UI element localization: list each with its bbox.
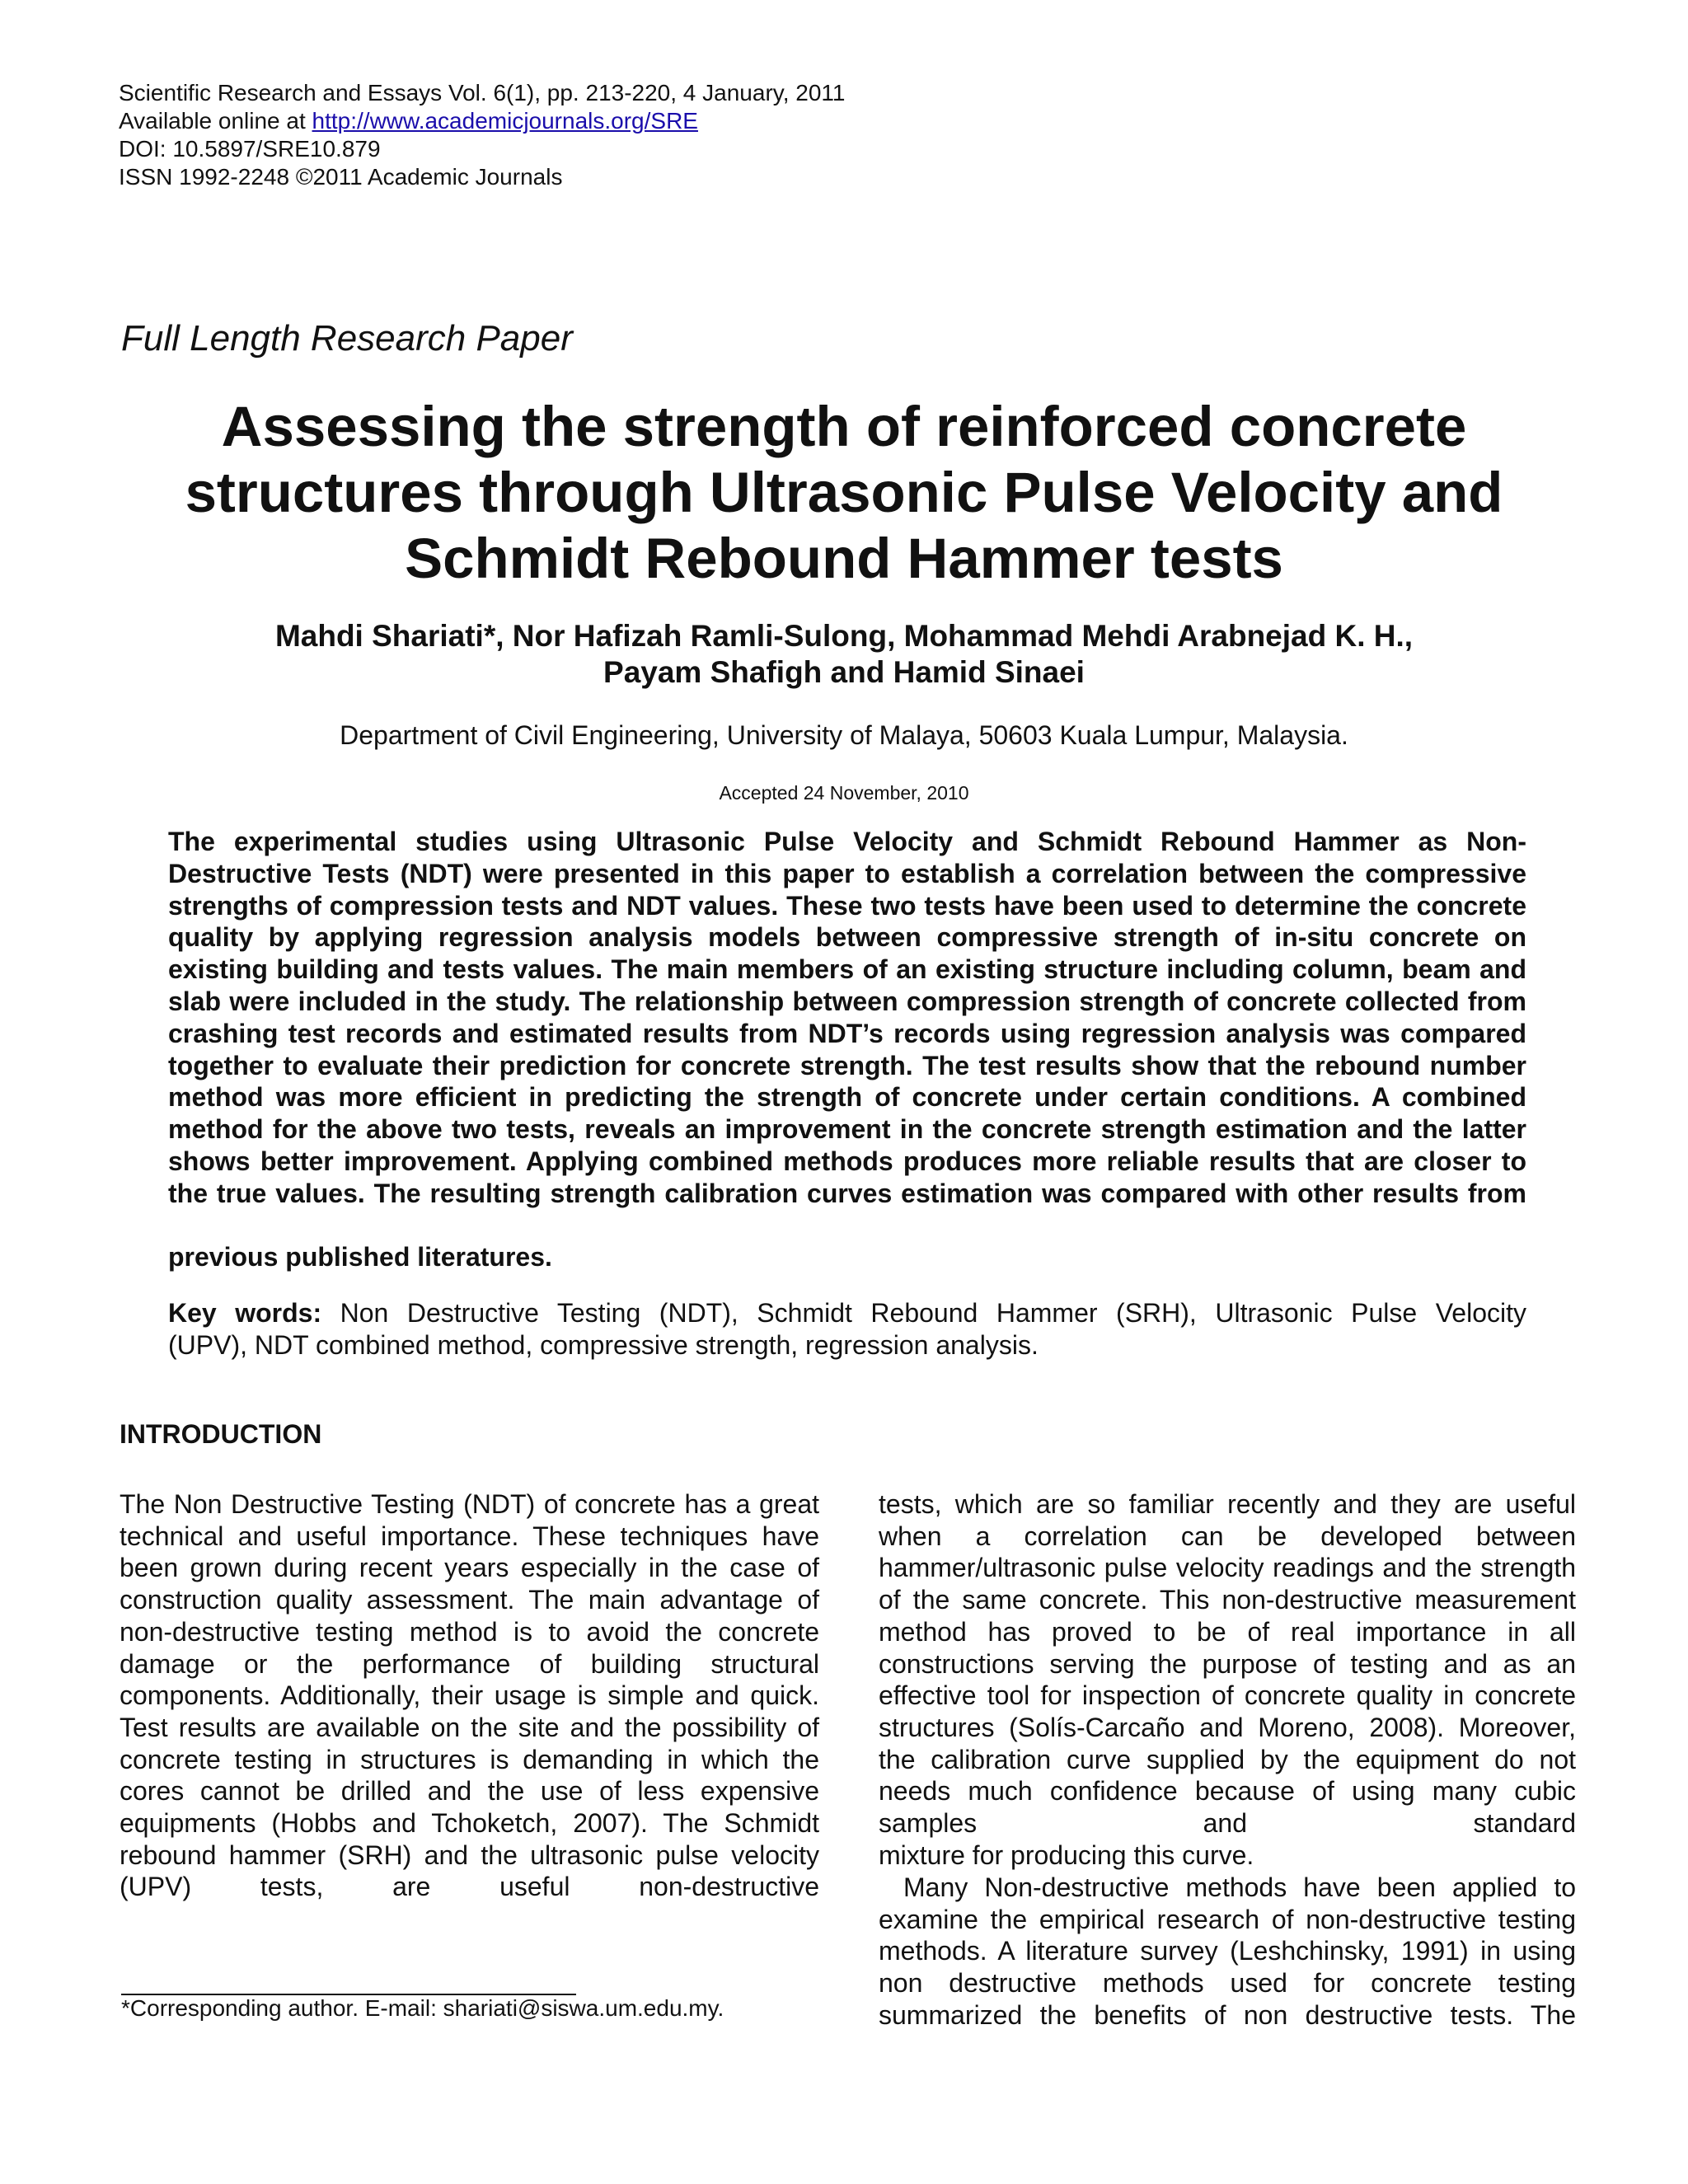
keywords-text: Non Destructive Testing (NDT), Schmidt Rebound Hammer (SRH), Ultrasonic Pulse Velocity [321,1298,1527,1328]
introduction-right-column-paragraph-2: Many Non-destructive methods have been applied to examine the empirical research of non-destructive testing methods. A literature survey (Leshchinsky, 1991) in using non destructive methods used for concrete testing summarized the benefits of non destructive tests. The [879,1872,1576,2030]
introduction-right-column-paragraph-1-last-line: mixture for producing this curve. [879,1840,1254,1870]
keywords-last-line: (UPV), NDT combined method, compressive strength, regression analysis. [168,1330,1039,1360]
issn: ISSN 1992-2248 ©2011 Academic Journals [119,164,563,190]
author-line: Mahdi Shariati*, Nor Hafizah Ramli-Sulong, Mohammad Mehdi Arabnejad K. H., [274,619,1414,653]
introduction-right-column-paragraph-1: tests, which are so familiar recently and they are useful when a correlation can be developed between hammer/ultrasonic pulse velocity readings and the strength of the same concrete. This non-destructive measurement method has proved to be of real importance in all constructions serving the purpose of testing and as an effective tool for inspection of concrete quality in concrete structures (Solís-Carcaño and Moreno, 2008). Moreover, the calibration curve supplied by the equipment do not needs much confidence because of using many cubic samples and standard [879,1489,1576,1839]
keywords [168,1297,1526,1329]
introduction-left-column: The Non Destructive Testing (NDT) of concrete has a great technical and useful importance. These techniques have been grown during recent years especially in the case of construction quality assessment. The main advantage of non-destructive testing method is to avoid the concrete damage or the performance of building structural components. Additionally, their usage is simple and quick. Test results are available on the site and the possibility of concrete testing in structures is demanding in which the cores cannot be drilled and the use of less expensive equipments (Hobbs and Tchoketch, 2007). The Schmidt rebound hammer (SRH) and the ultrasonic pulse velocity (UPV) tests, are useful non-destructive [120,1489,819,1902]
paper-type: Full Length Research Paper [121,318,573,359]
availability-line [119,107,845,135]
doi: DOI: 10.5897/SRE10.879 [119,136,381,162]
paper-title [165,394,1523,592]
availability-prefix: Available online at [119,108,312,134]
title-line: structures through Ultrasonic Pulse Velocity and [185,461,1503,524]
introduction-heading: INTRODUCTION [120,1419,322,1449]
author-list [165,618,1523,691]
abstract-last-line: previous published literatures. [168,1242,552,1272]
journal-citation: Scientific Research and Essays Vol. 6(1), pp. 213-220, 4 January, 2011 [119,80,846,105]
abstract: The experimental studies using Ultrasonic Pulse Velocity and Schmidt Rebound Hammer as Non-Destructive Tests (NDT) were presented in this paper to establish a correlation between the compressive strengths of compression tests and NDT values. These two tests have been used to determine the concrete quality by applying regression analysis models between compressive strength of in-situ concrete on existing building and tests values. The main members of an existing structure including column, beam and slab were included in the study. The relationship between compression strength of concrete collected from crashing test records and estimated results from NDT’s records using regression analysis was compared together to evaluate their prediction for concrete strength. The test results show that the rebound number method was more efficient in predicting the strength of concrete under certain conditions. A combined method for the above two tests, reveals an improvement in the concrete strength estimation and the latter shows better improvement. Applying combined methods produces more reliable results that are closer to the true values. The resulting strength calibration curves estimation was compared with other results from [168,827,1526,1208]
accepted-date: Accepted 24 November, 2010 [719,782,969,804]
journal-info [119,79,845,191]
corresponding-author-footnote: *Corresponding author. E-mail: shariati@siswa.um.edu.my. [121,1995,724,2021]
journal-url-link[interactable]: http://www.academicjournals.org/SRE [312,108,698,134]
author-line: Payam Shafigh and Hamid Sinaei [603,655,1085,689]
title-line: Schmidt Rebound Hammer tests [405,527,1283,590]
title-line: Assessing the strength of reinforced concrete [221,395,1467,458]
keywords-label: Key words: [168,1298,322,1328]
affiliation: Department of Civil Engineering, University of Malaya, 50603 Kuala Lumpur, Malaysia. [340,720,1348,750]
